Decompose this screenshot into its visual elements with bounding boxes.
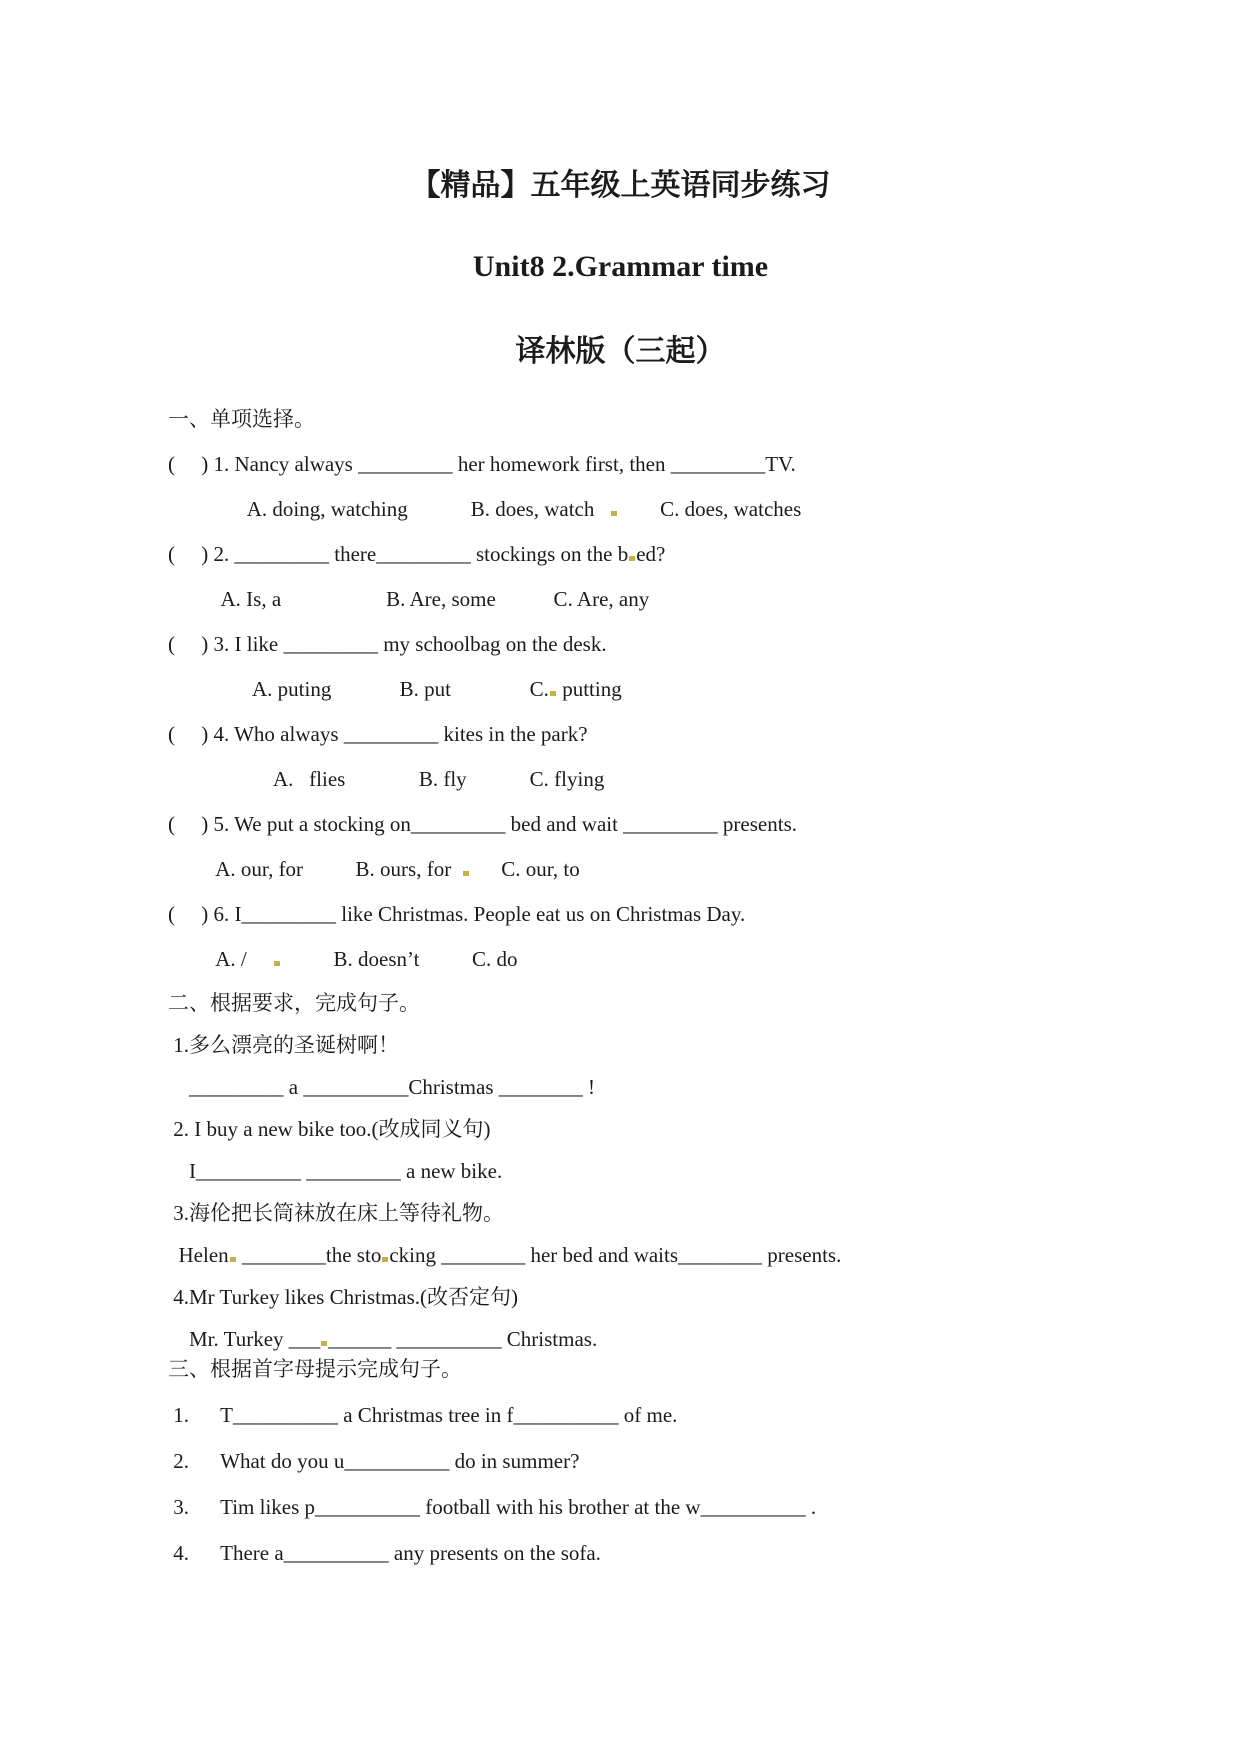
text-segment: B. doesn’t C. do	[281, 947, 518, 971]
section-heading-first-letter-hints: 三、根据首字母提示完成句子。	[168, 1357, 462, 1381]
text-segment: Helen	[168, 1243, 229, 1267]
item-1-answer-line	[168, 1066, 1181, 1108]
section-first-letter-hints	[0, 1346, 1241, 1576]
item-2	[168, 1438, 1181, 1484]
text-segment: A. doing, watching B. does, watch	[168, 497, 611, 521]
text-segment: ( ) 1. Nancy always _________ her homework first, then _________TV.	[168, 452, 796, 476]
yellow-dot-marker	[230, 1257, 236, 1262]
yellow-dot-marker	[274, 961, 280, 966]
document-edition: 译林版（三起）	[515, 335, 726, 368]
question-3	[168, 622, 1181, 667]
options-1	[168, 487, 1181, 532]
text-segment: 4. There a__________ any presents on the sofa.	[168, 1541, 601, 1565]
text-segment: cking ________ her bed and waits________ presents.	[389, 1243, 842, 1267]
yellow-dot-marker	[463, 871, 469, 876]
text-segment: I__________ _________ a new bike.	[168, 1159, 503, 1183]
section-complete-sentences	[0, 982, 1241, 1360]
question-6	[168, 892, 1181, 937]
yellow-dot-marker	[550, 691, 556, 696]
text-segment: ______ __________ Christmas.	[328, 1327, 598, 1351]
text-segment: 2. I buy a new bike too.(改成同义句)	[168, 1117, 491, 1141]
text-segment: A. /	[168, 947, 273, 971]
yellow-dot-marker	[611, 511, 617, 516]
text-segment: 3.海伦把长筒袜放在床上等待礼物。	[168, 1201, 504, 1225]
options-2	[168, 577, 1181, 622]
yellow-dot-marker	[382, 1257, 388, 1262]
item-4	[168, 1530, 1181, 1576]
section-heading-multiple-choice: 一、单项选择。	[168, 407, 315, 431]
text-segment: ( ) 3. I like _________ my schoolbag on the desk.	[168, 632, 607, 656]
text-segment: ( ) 6. I_________ like Christmas. People eat us on Christmas Day.	[168, 902, 746, 926]
question-1	[168, 442, 1181, 487]
item-3-answer-line	[168, 1234, 1181, 1276]
text-segment: A. Is, a B. Are, some C. Are, any	[168, 587, 650, 611]
text-segment: 3. Tim likes p__________ football with his brother at the w__________ .	[168, 1495, 817, 1519]
item-3	[168, 1484, 1181, 1530]
text-segment: 4.Mr Turkey likes Christmas.(改否定句)	[168, 1285, 519, 1309]
text-segment: 1.多么漂亮的圣诞树啊！	[168, 1033, 399, 1057]
text-segment: 1. T__________ a Christmas tree in f__________ of me.	[168, 1403, 678, 1427]
item-1	[168, 1392, 1181, 1438]
document-title: 【精品】五年级上英语同步练习	[410, 169, 831, 202]
text-segment: Mr. Turkey ___	[168, 1327, 321, 1351]
question-4	[168, 712, 1181, 757]
question-5	[168, 802, 1181, 847]
options-6	[168, 937, 1181, 982]
text-segment: ( ) 4. Who always _________ kites in the park?	[168, 722, 588, 746]
options-4	[168, 757, 1181, 802]
item-4-prompt	[168, 1276, 1181, 1318]
text-segment: ed?	[636, 542, 666, 566]
question-2	[168, 532, 1181, 577]
item-1-prompt	[168, 1024, 1181, 1066]
options-3	[168, 667, 1181, 712]
text-segment: putting	[556, 677, 622, 701]
document-subtitle: Unit8 2.Grammar time	[472, 250, 769, 283]
section-multiple-choice	[0, 397, 1241, 982]
text-segment: ( ) 2. _________ there_________ stockings on the b	[168, 542, 629, 566]
yellow-dot-marker	[629, 556, 635, 561]
text-segment: 2. What do you u__________ do in summer?	[168, 1449, 580, 1473]
item-2-prompt	[168, 1108, 1181, 1150]
text-segment: A. flies B. fly C. flying	[168, 767, 605, 791]
section-heading-complete-sentences: 二、根据要求，完成句子。	[168, 991, 420, 1015]
text-segment: A. our, for B. ours, for	[168, 857, 462, 881]
text-segment: _________ a __________Christmas ________ !	[168, 1075, 595, 1099]
text-segment: ________the sto	[236, 1243, 382, 1267]
item-2-answer-line	[168, 1150, 1181, 1192]
text-segment: A. puting B. put C.	[168, 677, 549, 701]
text-segment: ( ) 5. We put a stocking on_________ bed and wait _________ presents.	[168, 812, 797, 836]
text-segment: C. our, to	[469, 857, 580, 881]
text-segment: C. does, watches	[618, 497, 802, 521]
item-3-prompt	[168, 1192, 1181, 1234]
document-body	[0, 397, 1241, 1576]
options-5	[168, 847, 1181, 892]
